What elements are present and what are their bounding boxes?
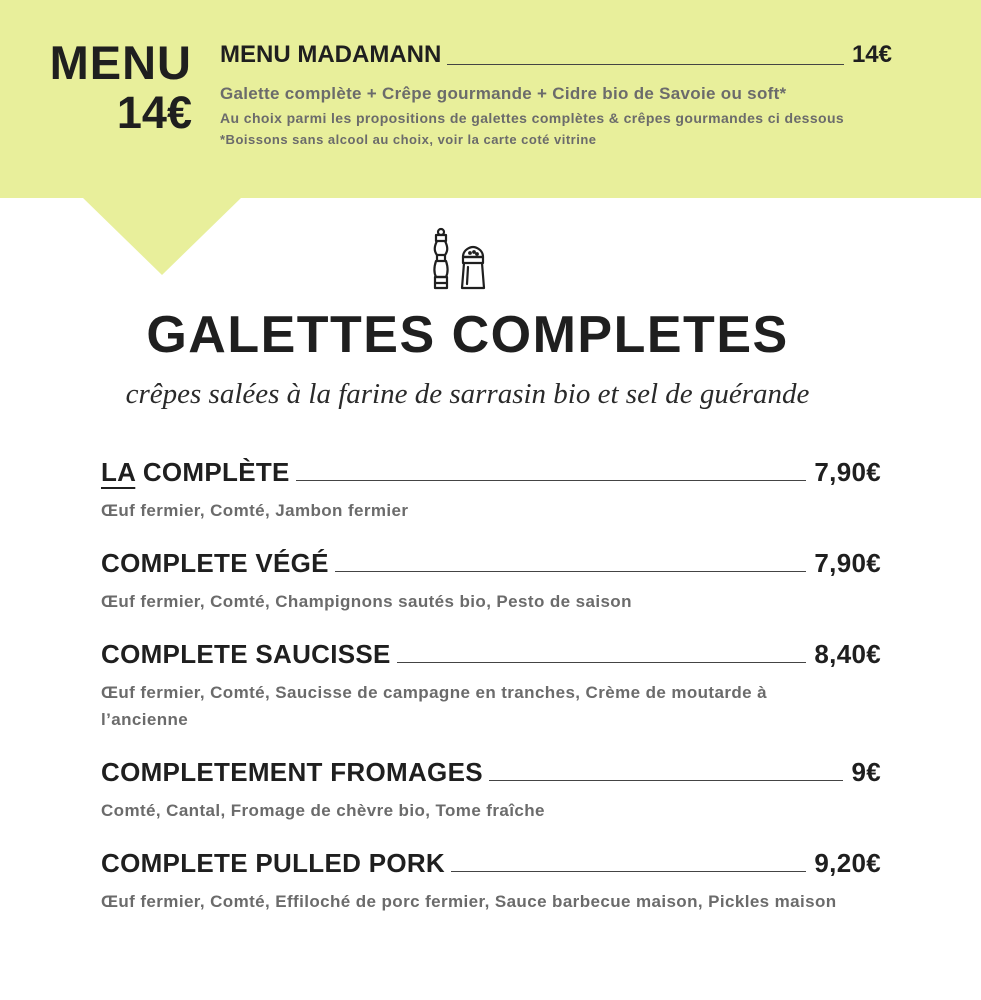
menu-item bbox=[101, 755, 881, 824]
salt-and-pepper-icon bbox=[430, 227, 486, 291]
menu-item-description: Œuf fermier, Comté, Effiloché de porc fermier, Sauce barbecue maison, Pickles maison bbox=[101, 892, 837, 911]
menu-item-description: Œuf fermier, Comté, Champignons sautés bio, Pesto de saison bbox=[101, 592, 632, 611]
formule-choice-note: Au choix parmi les propositions de galettes complètes & crêpes gourmandes ci dessous bbox=[220, 110, 845, 126]
menu-item-description: Œuf fermier, Comté, Saucisse de campagne en tranches, Crème de moutarde à l’ancienne bbox=[101, 683, 767, 729]
section-title: GALETTES COMPLETES bbox=[146, 306, 789, 364]
menu-badge bbox=[40, 38, 192, 138]
galettes-list bbox=[101, 455, 881, 937]
menu-item-row bbox=[101, 637, 881, 671]
menu-item-name: COMPLETE PULLED PORK bbox=[101, 848, 446, 878]
menu-item bbox=[101, 637, 881, 733]
menu-item-name-article: LA bbox=[101, 457, 136, 487]
menu-item-row bbox=[101, 755, 881, 789]
formule-block bbox=[220, 40, 940, 147]
menu-badge-price: 14€ bbox=[116, 87, 192, 138]
menu-item-price: 7,90€ bbox=[814, 548, 881, 578]
menu-item bbox=[101, 846, 881, 915]
leader-line bbox=[397, 662, 807, 663]
menu-item-row bbox=[101, 846, 881, 880]
leader-line bbox=[447, 64, 844, 65]
formule-title-row bbox=[220, 40, 892, 70]
formule-title: MENU MADAMANN bbox=[220, 41, 442, 68]
menu-item-price: 9,20€ bbox=[814, 848, 881, 878]
leader-line bbox=[451, 871, 806, 872]
leader-line bbox=[335, 571, 807, 572]
menu-item-name bbox=[101, 455, 290, 489]
menu-item bbox=[101, 455, 881, 524]
menu-item-row bbox=[101, 455, 881, 489]
menu-badge-word: MENU bbox=[49, 36, 192, 89]
menu-item-price: 9€ bbox=[851, 757, 881, 787]
menu-item bbox=[101, 546, 881, 615]
menu-item-name: COMPLETE VÉGÉ bbox=[101, 548, 329, 578]
formule-composition: Galette complète + Crêpe gourmande + Cidre bio de Savoie ou soft* bbox=[220, 84, 787, 103]
menu-item-name: COMPLETE SAUCISSE bbox=[101, 639, 391, 669]
menu-item-name-main: COMPLÈTE bbox=[135, 457, 290, 487]
menu-item-name: COMPLETEMENT FROMAGES bbox=[101, 757, 483, 787]
menu-item-price: 8,40€ bbox=[814, 639, 881, 669]
leader-line bbox=[489, 780, 844, 781]
menu-item-description: Œuf fermier, Comté, Jambon fermier bbox=[101, 501, 409, 520]
formule-price: 14€ bbox=[851, 41, 892, 68]
menu-item-price: 7,90€ bbox=[814, 457, 881, 487]
leader-line bbox=[296, 480, 807, 481]
formule-drinks-note: *Boissons sans alcool au choix, voir la carte coté vitrine bbox=[220, 132, 597, 147]
menu-item-description: Comté, Cantal, Fromage de chèvre bio, Tome fraîche bbox=[101, 801, 545, 820]
section-subtitle: crêpes salées à la farine de sarrasin bio et sel de guérande bbox=[125, 378, 810, 410]
menu-item-row bbox=[101, 546, 881, 580]
banner-arrow bbox=[82, 197, 242, 275]
